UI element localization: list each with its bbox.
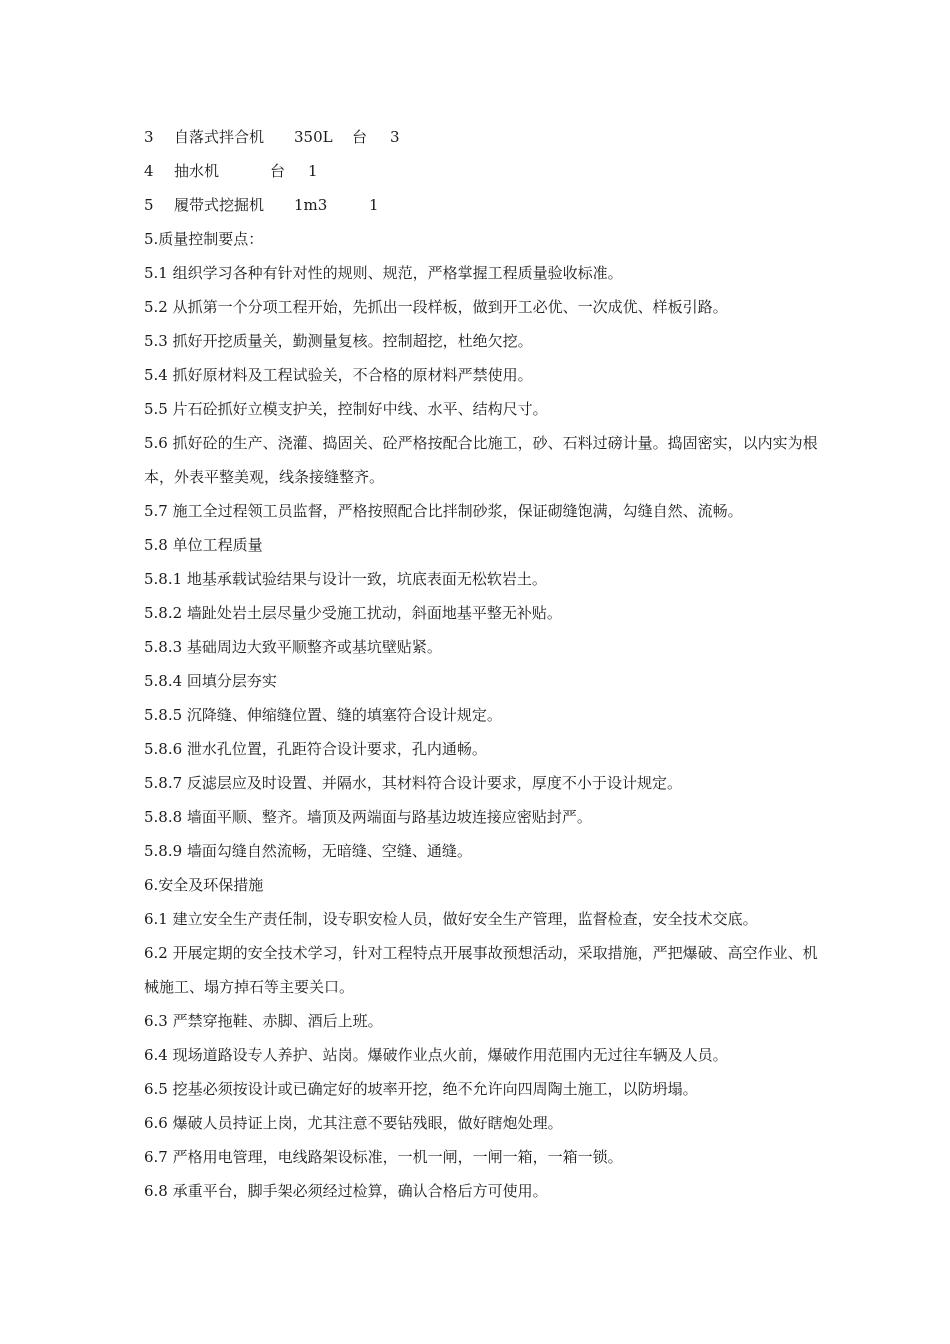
equipment-name: 自落式拌合机 [174,128,265,146]
paragraph: 6.5 挖基必须按设计或已确定好的坡率开挖，绝不允许向四周陶土施工，以防坍塌。 [144,1080,698,1098]
paragraph: 5.8.7 反滤层应及时设置、并隔水，其材料符合设计要求，厚度不小于设计规定。 [144,774,682,792]
paragraph: 5.3 抓好开挖质量关，勤测量复核。控制超挖，杜绝欠挖。 [144,332,533,350]
paragraph: 6.8 承重平台，脚手架必须经过检算，确认合格后方可使用。 [144,1182,548,1200]
paragraph: 5.5 片石砼抓好立模支护关，控制好中线、水平、结构尺寸。 [144,400,548,418]
equipment-spec: 1m3 [294,196,328,214]
paragraph: 5.8.1 地基承载试验结果与设计一致，坑底表面无松软岩土。 [144,570,547,588]
equipment-no: 5 [144,196,154,214]
paragraph: 5.8.9 墙面勾缝自然流畅，无暗缝、空缝、通缝。 [144,842,472,860]
equipment-row [144,120,824,154]
equipment-no: 3 [144,128,154,146]
equipment-unit: 台 [270,162,286,180]
paragraph: 6.6 爆破人员持证上岗，尤其注意不要钻残眼，做好瞎炮处理。 [144,1114,563,1132]
paragraph: 5.8.5 沉降缝、伸缩缝位置、缝的填塞符合设计规定。 [144,706,502,724]
paragraph: 6.3 严禁穿拖鞋、赤脚、酒后上班。 [144,1012,383,1030]
paragraph: 5.7 施工全过程领工员监督，严格按照配合比拌制砂浆，保证砌缝饱满，勾缝自然、流畅。 [144,502,743,520]
paragraph: 6.4 现场道路设专人养护、站岗。爆破作业点火前，爆破作用范围内无过往车辆及人员。 [144,1046,728,1064]
equipment-name: 履带式挖掘机 [174,196,265,214]
paragraph: 5.2 从抓第一个分项工程开始，先抓出一段样板，做到开工必优、一次成优、样板引路。 [144,298,728,316]
paragraph: 6.2 开展定期的安全技术学习，针对工程特点开展事故预想活动，采取措施，严把爆破、高空作业、机械施工、塌方掉石等主要关口。 [144,944,818,996]
equipment-name: 抽水机 [174,162,220,180]
paragraph: 6.7 严格用电管理，电线路架设标准，一机一闸，一闸一箱，一箱一锁。 [144,1148,623,1166]
paragraph: 5.8.4 回填分层夯实 [144,672,277,690]
equipment-qty: 1 [308,162,318,180]
equipment-row [144,188,824,222]
equipment-unit: 台 [352,128,368,146]
paragraph: 5.8.3 基础周边大致平顺整齐或基坑壁贴紧。 [144,638,442,656]
paragraph: 5.1 组织学习各种有针对性的规则、规范，严格掌握工程质量验收标准。 [144,264,623,282]
paragraph: 5.4 抓好原材料及工程试验关，不合格的原材料严禁使用。 [144,366,533,384]
section-heading-quality: 5.质量控制要点： [144,230,264,248]
equipment-row [144,154,824,188]
equipment-spec: 350L [294,128,333,146]
paragraph: 5.8.8 墙面平顺、整齐。墙顶及两端面与路基边坡连接应密贴封严。 [144,808,592,826]
subsection-heading: 5.8 单位工程质量 [144,536,263,554]
equipment-qty: 3 [390,128,400,146]
equipment-no: 4 [144,162,154,180]
equipment-qty: 1 [369,196,379,214]
paragraph: 5.8.6 泄水孔位置，孔距符合设计要求，孔内通畅。 [144,740,487,758]
section-heading-safety: 6.安全及环保措施 [144,876,264,894]
paragraph: 5.8.2 墙趾处岩土层尽量少受施工扰动，斜面地基平整无补贴。 [144,604,562,622]
document-body [144,120,824,1208]
paragraph: 5.6 抓好砼的生产、浇灌、捣固关、砼严格按配合比施工，砂、石料过磅计量。捣固密实，以内实为根本，外表平整美观，线条接缝整齐。 [144,434,818,486]
paragraph: 6.1 建立安全生产责任制，设专职安检人员，做好安全生产管理，监督检查，安全技术交底。 [144,910,758,928]
